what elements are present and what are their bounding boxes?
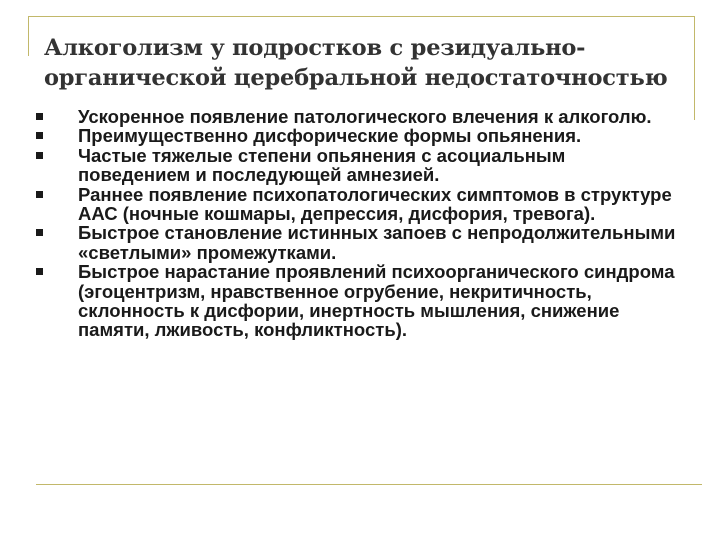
bullet-item <box>36 262 676 340</box>
bullet-text: Ускоренное появление патологического влечения к алкоголю. <box>78 106 652 127</box>
frame-line-bottom <box>36 484 702 485</box>
square-bullet-icon <box>36 191 43 198</box>
bullet-item <box>36 107 676 126</box>
frame-line-right <box>694 16 695 120</box>
bullet-item <box>36 223 676 262</box>
square-bullet-icon <box>36 268 43 275</box>
frame-line-top <box>28 16 694 17</box>
bullet-text: Раннее появление психопатологических симптомов в структуре ААС (ночные кошмары, депрессия, дисфория, тревога). <box>78 183 672 225</box>
slide-title: Алкоголизм у подростков с резидуально-органической церебральной недостаточностью <box>44 35 668 91</box>
bullet-text: Частые тяжелые степени опьянения с асоциальным поведением и последующей амнезией. <box>78 144 566 186</box>
bullet-text: Быстрое становление истинных запоев с непродолжительными «светлыми» промежутками. <box>78 222 676 263</box>
square-bullet-icon <box>36 229 43 236</box>
bullet-text: Преимущественно дисфорические формы опьянения. <box>78 125 582 147</box>
square-bullet-icon <box>36 152 43 159</box>
frame-line-left <box>28 16 29 56</box>
bullet-item <box>36 185 676 224</box>
bullet-text: Быстрое нарастание проявлений психоорганического синдрома (эгоцентризм, нравственное огрубение, некритичность, склонность к дисфории, инертность мышления, снижение памяти, лживость, конфликтность). <box>78 261 675 341</box>
bullet-item <box>36 146 676 185</box>
bullet-list <box>36 107 676 340</box>
bullet-item <box>36 126 676 145</box>
square-bullet-icon <box>36 113 43 120</box>
square-bullet-icon <box>36 132 43 139</box>
